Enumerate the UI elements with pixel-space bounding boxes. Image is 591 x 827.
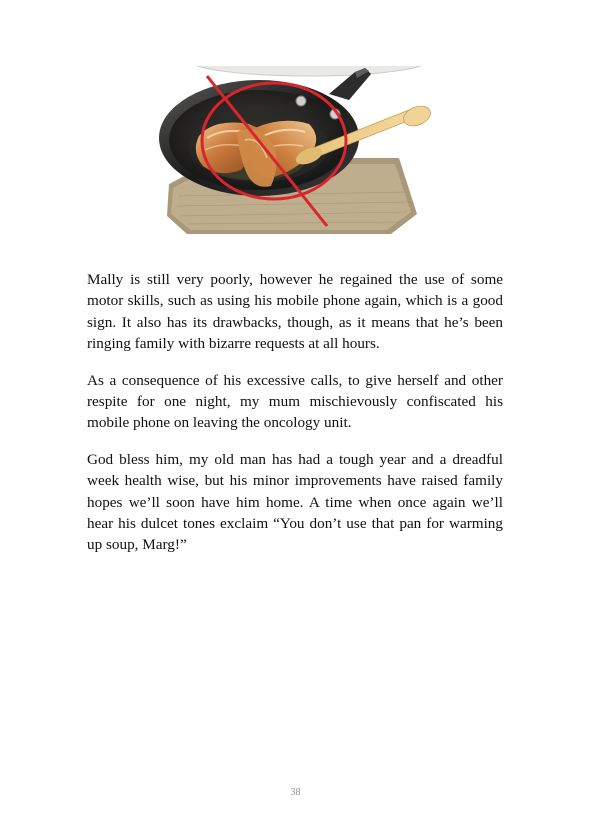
paragraph-god-bless-him: God bless him, my old man has had a tough year and a dreadful week health wise, but his minor improvements have raised family hopes we’ll soon have him home. A time when once again we’ll hear his dulcet tones exclaim “You don’t use that pan for warming up soup, Marg!”: [87, 450, 503, 554]
paragraph-excessive-calls: As a consequence of his excessive calls, to give herself and other respite for one night, my mum mischievously confiscated his mobile phone on leaving the oncology unit.: [87, 371, 503, 432]
frying-pan-image: [159, 66, 431, 234]
paragraph-mally-poorly: Mally is still very poorly, however he regained the use of some motor skills, such as using his mobile phone again, which is a good sign. It also has its drawbacks, though, as it means that he’s been ringing family with bizarre requests at all hours.: [87, 271, 503, 353]
article-body: [87, 269, 503, 571]
page-number: 38: [290, 787, 301, 798]
frying-pan-photo: [159, 66, 431, 234]
